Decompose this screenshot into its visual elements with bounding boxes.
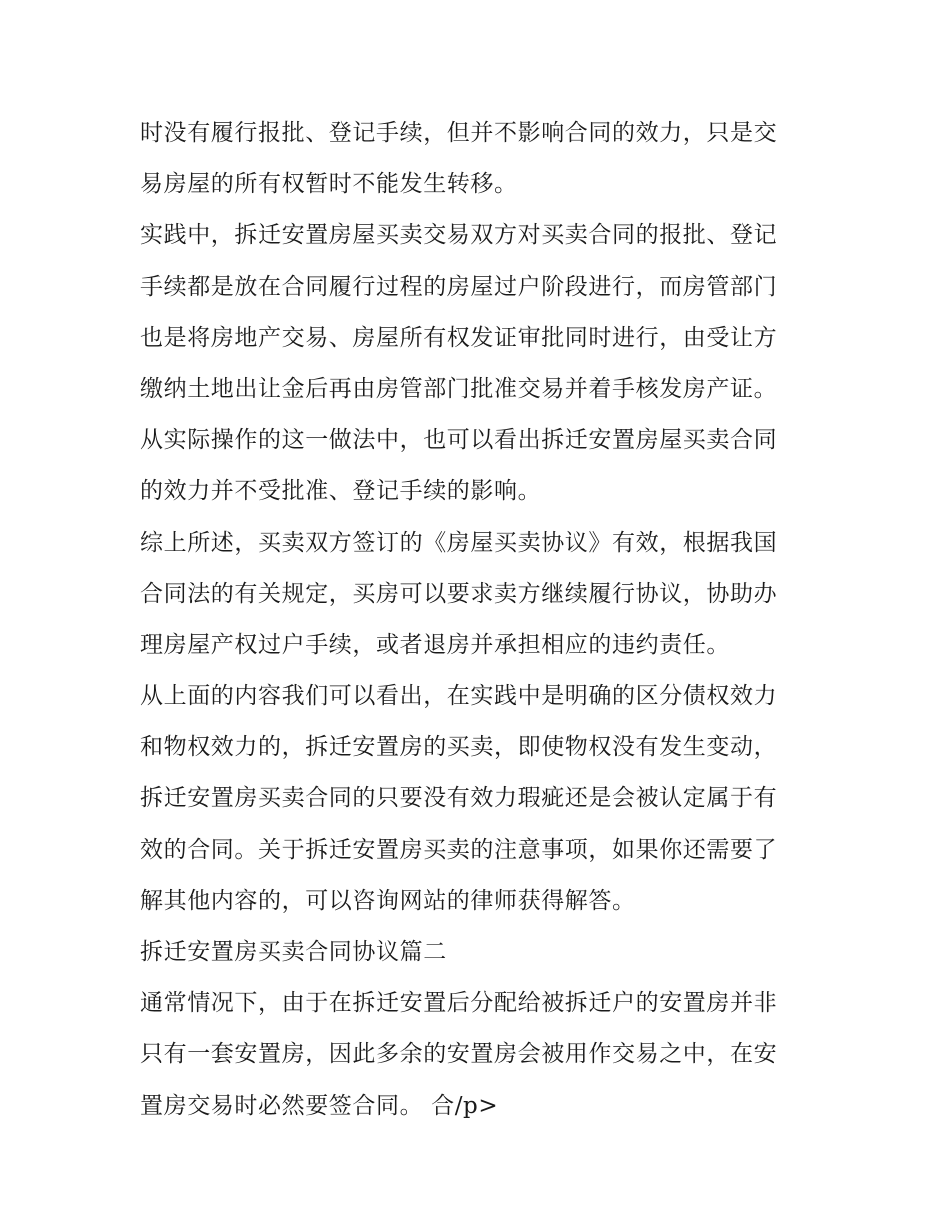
text-line: 时没有履行报批、登记手续，但并不影响合同的效力，只是交 [140,120,778,146]
text-line: 合同法的有关规定，买房可以要求卖方继续履行协议，协助办 [140,580,778,607]
document-body [140,108,820,1132]
text-line: 从实际操作的这一做法中，也可以看出拆迁安置房屋买卖合同 [140,427,778,454]
text-line: 易房屋的所有权暂时不能发生转移。 [140,171,518,198]
text-line: 效的合同。关于拆迁安置房买卖的注意事项，如果你还需要了 [140,836,778,863]
text-line: 也是将房地产交易、房屋所有权发证审批同时进行，由受让方 [140,324,778,351]
text-line: 通常情况下，由于在拆迁安置后分配给被拆迁户的安置房并非 [140,990,778,1017]
text-line: 从上面的内容我们可以看出，在实践中是明确的区分债权效力 [140,683,778,710]
text-line: 置房交易时必然要签合同。 合/p> [140,1092,499,1119]
text-line: 综上所述，买卖双方签订的《房屋买卖协议》有效，根据我国 [140,529,778,556]
text-line: 缴纳土地出让金后再由房管部门批准交易并着手核发房产证。 [140,375,778,402]
text-line: 只有一套安置房，因此多余的安置房会被用作交易之中，在安 [140,1041,778,1068]
text-line: 拆迁安置房买卖合同的只要没有效力瑕疵还是会被认定属于有 [140,785,778,812]
text-line: 的效力并不受批准、登记手续的影响。 [140,478,542,505]
text-line: 和物权效力的，拆迁安置房的买卖，即使物权没有发生变动， [140,734,778,761]
text-line: 实践中，拆迁安置房屋买卖交易双方对买卖合同的报批、登记 [140,222,778,249]
text-line: 理房屋产权过户手续，或者退房并承担相应的违约责任。 [140,631,730,658]
section-heading: 拆迁安置房买卖合同协议篇二 [140,939,447,965]
text-line: 解其他内容的，可以咨询网站的律师获得解答。 [140,887,636,914]
text-line: 手续都是放在合同履行过程的房屋过户阶段进行，而房管部门 [140,273,778,300]
